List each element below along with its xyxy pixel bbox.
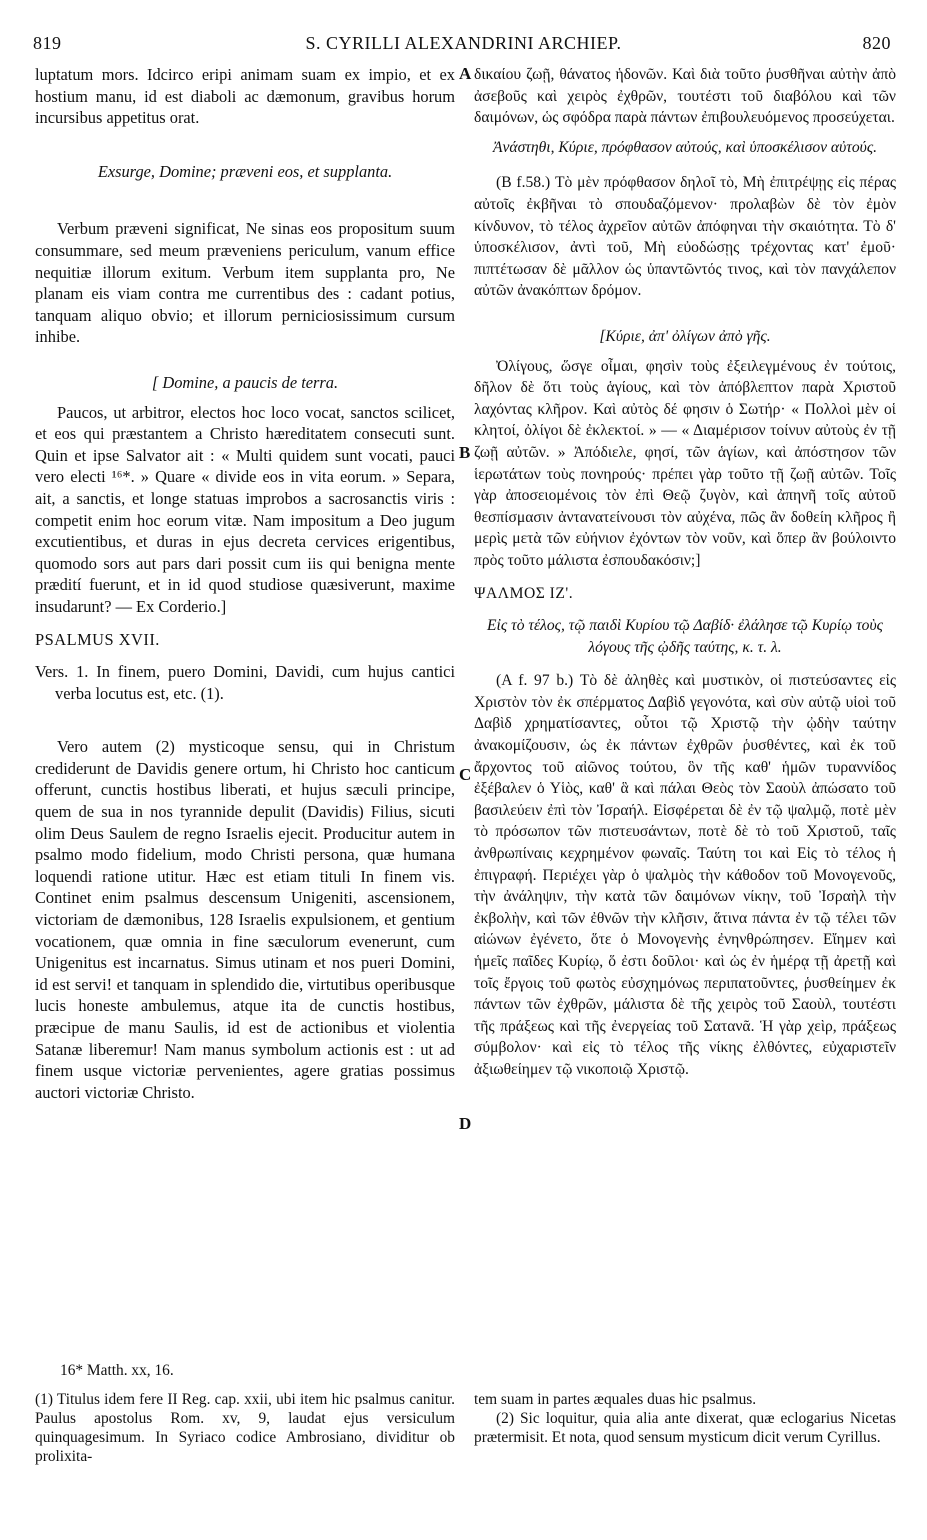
running-title: S. CYRILLI ALEXANDRINI ARCHIEP. — [305, 33, 622, 53]
note-1-left: (1) Titulus idem fere II Reg. cap. xxii, ubi item hic psalmus canitur. Paulus apostolus Rom. xv, 9, laudat ejus versiculum quinquagesimum. In Syriaco codice Ambrosiano, dividitur ob prolixita- — [35, 1391, 455, 1465]
note-2: (2) Sic loquitur, quia alia ante dixerat, quæ eclogarius Nicetas prætermisit. Et nota, quod sensum mysticum dicit verum Cyrillus. — [474, 1410, 896, 1446]
greek-vers-title: Εἰς τὸ τέλος, τῷ παιδὶ Κυρίου τῷ Δαβίδ· ἐλάλησε τῷ Κυρίῳ τοὺς λόγους τῆς ᾠδῆς ταύτης, κ. τ. λ. — [487, 617, 883, 656]
latin-paragraph-4: Vero autem (2) mysticoque sensu, qui in Christum crediderunt de Davidis genere ortum, hi Christo hoc canticum offerunt, cunctis hostibus liberati, et hujus sæculi principe, quem de sua in nos tyrannide depulit (Davidis) Filius, sicuti olim Deus Saulem de regno Israelis ejecit. Producitur autem in psalmo modo fidelium, modo Christi persona, quæ humana loquendi ratione utitur. Hæc est etiam tituli In finem vis. Continet enim psalmus descensum Unigeniti, ascensionem, victoriam de dæmonibus, 128 Israelis expulsionem, et gentium vocationem, quæ omnia in fine sæculorum evenerunt, cum Unigenitus est incarnatus. Simus utinam et nos pueri Domini, id est servi! et tanquam in splendido die, virtutibus operibusque lucis honeste ambulemus, atque ita de cunctis hostibus, præcipue de manu Saulis, id est de actionibus et violentia Satanæ liberemur! Nam manus symbolum actionis est : ut ad finem usque victoriæ pervenientes, agere gratias possimus auctori victoriæ Christo. — [35, 737, 455, 1102]
page-number-left: 819 — [33, 33, 62, 53]
latin-paragraph-3: Paucos, ut arbitror, electos hoc loco vocat, sanctos scilicet, et eos qui præstantem a Christo hæreditatem consecuti sunt. Quin et ipse Salvator ait : « Multi quidem sunt vocati, pauci vero electi ¹⁶*. » Quare « divide eos in vita eorum. » Separa, ait, a sanctis, et longe statuas improbos a sacrosanctis viris : competit enim hoc eorum vitæ. Nam impositum a Deo jugum excutientibus, et duras in ejus decreta cervices erigentibus, quomodo sors aut pars dari possit cum iis qui benigna mente prædití fuerunt, et in id quod studiose quæsiverunt, maxime insudarunt? — Ex Corderio.] — [35, 402, 455, 616]
greek-verse-2: [Κύριε, ἀπ' ὀλίγων ἀπὸ γῆς. — [599, 327, 771, 345]
greek-verse-1: Ἀνάστηθι, Κύριε, πρόφθασον αὐτούς, καὶ ὑποσκέλισον αὐτούς. — [492, 138, 878, 156]
margin-letter-a: A — [459, 64, 472, 83]
latin-column — [35, 64, 455, 1103]
greek-paragraph-1: δικαίου ζωῇ, θάνατος ἡδονῶν. Καὶ διὰ τοῦτο ῥυσθῆναι αὐτὴν ἀπὸ ἀσεβοῦς καὶ χειρὸς ἐχθρῶν, τουτέστι τοῦ διαβόλου καὶ τῶν δαιμόνων, ὡς σφόδρα παρὰ πάντων ἐπιβουλευόμενος προσεύχεται. — [474, 66, 896, 127]
note-right-block — [474, 1390, 896, 1447]
margin-letter-b: B — [459, 443, 471, 462]
footnote-16: 16* Matth. xx, 16. — [60, 1362, 174, 1379]
margin-letter-d: D — [459, 1114, 472, 1133]
greek-paragraph-2: (B f.58.) Τὸ μὲν πρόφθασον δηλοῖ τὸ, Μὴ ἐπιτρέψῃς εἰς πέρας αὐτοῖς ἐκβῆναι τὸ σπουδαζόμενον· προλαβὼν δὲ τὸν ἐμὸν κίνδυνον, τὸ τέλος ἀχρεῖον αὐτῶν ἀπόφηναι τὴν σκαιότητα. Τὸ δ' ὑποσκέλισον, ἀντὶ τοῦ, Μὴ εὐοδώσῃς τρέχοντας κατ' ἐμοῦ· πιπτέτωσαν δὲ μᾶλλον ὡς ὑπαντῶντός τινος, καὶ τὸν πανχάλεπον αὐτῶν ἀνακόπτων δρόμον. — [474, 174, 896, 300]
latin-paragraph-2: Verbum præveni significat, Ne sinas eos propositum suum consummare, sed meum præveniens periculum, vanum effice nequitiæ illorum exitum. Verbum item supplanta pro, Ne planam eis viam contra me currentibus des : cadant potius, tanquam aliquo obvio; et illorum perniciosissimum cursum inhibe. — [35, 219, 455, 347]
greek-paragraph-3: Ὀλίγους, ὥσγε οἶμαι, φησὶν τοὺς ἐξειλεγμένους ἐν τούτοις, δῆλον δὲ ὅτι τοὺς ἁγίους, καὶ τὸν ἀπόβλεπτον παρὰ Χριστοῦ λαχόντας κλῆρον. Καὶ αὐτὸς δέ φησιν ὁ Σωτήρ· « Πολλοὶ μὲν οἱ κλητοί, ὀλίγοι δὲ ἐκλεκτοί. » — « Διαμέρισον τοίνυν αὐτοὺς ἐν τῇ ζωῇ αὐτῶν. » Ἀπόδιελε, φησί, τῶν ἁγίων, καὶ ἀπόστησον τῶν ἱερωτάτων τοὺς πονηρούς· πρέπει γὰρ τοῦτο τῇ ζωῇ αὐτῶν. Τοῖς γὰρ ἀποσειομένοις τὸν ἐπὶ Θεῷ ζυγὸν, καὶ ἀπηνῆ τοῖς αὐτοῦ θεσπίσμασιν ἀντανατείνουσι τὸν αὐχένα, πῶς ἂν δοθείη κλῆρος ἢ μερὶς μετὰ τῶν εὐήνιον ἐχόντων τὸν νοῦν, καὶ ὅπερ ἂν βούλοιντο πρὸς τοῦτο μάλιστα ἐσπουδακόσιν;] — [474, 357, 896, 569]
latin-verse-2: [ Domine, a paucis de terra. — [151, 372, 339, 392]
latin-paragraph-1: luptatum mors. Idcirco eripi animam suam ex impio, et ex hostium manu, id est diaboli ac dæmonum, gravibus horum incursibus appetitus orat. — [35, 65, 455, 128]
greek-paragraph-4: (A f. 97 b.) Τὸ δὲ ἀληθὲς καὶ μυστικὸν, οἱ πιστεύσαντες εἰς Χριστὸν τὸν ἐκ σπέρματος Δαβὶδ γεγονότα, καὶ σὺν αὐτῷ υἱοὶ τοῦ Δαβὶδ χρηματίσαντες, οὗτοι τῷ Χριστῷ τὴν ᾠδὴν ταύτην ἀνακομίζουσιν, ὡς ἐκ πάντων ἐχθρῶν ῥυσθέντες, καὶ ἐκ τοῦ ἄρχοντος τοῦ αἰῶνος τούτου, ὃν τῆς καθ' ἡμῶν τυραννίδος ἐξέβαλεν ὁ Υἱὸς, καθ' ἃ καὶ πάλαι Θεὸς τὸν Σαοὺλ ἀπώσατο τοῦ βασιλεύειν ἐπὶ τὸν Ἰσραήλ. Εἰσφέρεται δὲ ἐν τῷ ψαλμῷ, ποτὲ μὲν τὸ πρόσωπον τῶν πιστευσάντων, ποτὲ δὲ τὸ τοῦ Χριστοῦ, ταῖς ἀνθρωπίναις κεχρημένον φωναῖς. Ταύτη τοι καὶ Εἰς τὸ τέλος ἡ ἐπιγραφή. Περιέχει γὰρ ὁ ψαλμὸς τὴν κάθοδον τοῦ Μονογενοῦς, τὴν ἀνάληψιν, τὴν κατὰ τῶν δαιμόνων νίκην, τοῦ Ἰσραὴλ τὴν ἐκβολὴν, καὶ τῶν ἐθνῶν τὴν κλῆσιν, ἅτινα πάντα ἐν τῷ τέλει τῶν αἰώνων ἐγένετο, ὅτε ὁ Μονογενὴς ἐνηνθρώπησεν. Εἴημεν καὶ ἡμεῖς παῖδες Κυρίῳ, ὅ ἐστι δοῦλοι· καὶ ὡς ἐν ἡμέρᾳ τῇ ἀρετῇ καὶ τοῖς ἔργοις τοῦ φωτὸς εὐσχημόνως περιπατοῦντες, ῥυσθείημεν ἐκ πάντων τῶν ἐχθρῶν, μάλιστα δὲ τῆς χειρὸς τοῦ Σαοὺλ, τουτέστι τῆς πράξεως καὶ τῆς ἐνεργείας τοῦ Σατανᾶ. Ἡ γὰρ χεὶρ, πράξεως σύμβολον· καὶ εἰς τὸ τέλος τῆς νίκης ἐλθόντες, εὐχαριστεῖν ἀξιωθείημεν τῷ νικοποιῷ Χριστῷ. — [474, 672, 896, 1078]
margin-letter-c: C — [459, 765, 472, 784]
note-1-continuation: tem suam in partes æquales duas hic psalmus. — [474, 1391, 757, 1408]
latin-vers-title: Vers. 1. In finem, puero Domini, Davidi, cum hujus cantici verba locutus est, etc. (1). — [35, 662, 455, 703]
page-number-right: 820 — [862, 33, 891, 53]
greek-column — [474, 64, 896, 1081]
latin-psalm-heading: PSALMUS XVII. — [35, 630, 160, 650]
latin-verse-1: Exsurge, Domine; præveni eos, et supplanta. — [97, 161, 393, 181]
greek-psalm-heading: ΨΑΛΜΟΣ ΙΖ'. — [474, 585, 574, 603]
